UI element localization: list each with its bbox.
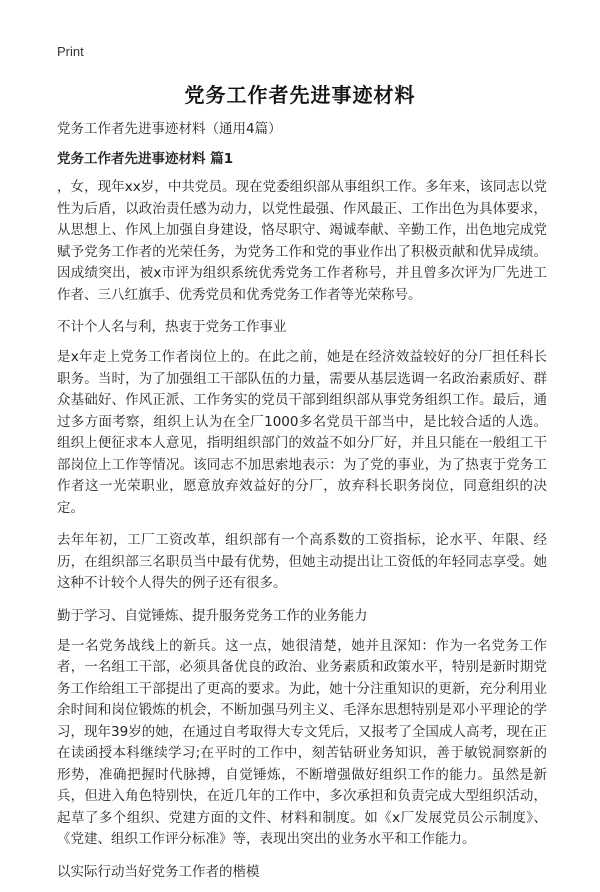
paragraph-learning: 是一名党务战线上的新兵。这一点，她很清楚，她并且深知：作为一名党务工作者，一名组工干部，必须具备优良的政治、业务素质和政策水平，特别是新时期党务工作给组工干部提出了更高的要求。为此，她十分注重知识的更新，充分利用业余时间和岗位锻炼的机会，不断加强马列主义、毛泽东思想特别是邓小平理论的学习，现年39岁的她，在通过自考取得大专文凭后，又报考了全国成人高考，现在正在读函授本科继续学习;在平时的工作中，刻苦钻研业务知识，善于敏锐洞察新的形势，准确把握时代脉搏，自觉锤炼，不断增强做好组织工作的能力。虽然是新兵，但进入角色特别快，在近几年的工作中，多次承担和负责完成大型组织活动，起草了多个组织、党建方面的文件、材料和制度。如《x厂发展党员公示制度》、《党建、组织工作评分标准》等，表现出突出的业务水平和工作能力。 xyxy=(57,637,547,847)
heading-learning: 勤于学习、自觉锤炼、提升服务党务工作的业务能力 xyxy=(57,607,368,624)
paragraph-intro: ，女，现年xx岁，中共党员。现在党委组织部从事组织工作。多年来，该同志以党性为后盾，以政治责任感为动力，以党性最强、作风最正、工作出色为具体要求，从思想上、作风上加强自身建设，恪尽职守、竭诚奉献、辛勤工作，出色地完成党赋予党务工作者的光荣任务，为党务工作和党的事业作出了积极贡献和优异成绩。因成绩突出，被x市评为组织系统优秀党务工作者称号，并且曾多次评为厂先进工作者、三八红旗手、优秀党员和优秀党务工作者等光荣称号。 xyxy=(57,179,547,303)
document-body xyxy=(57,119,547,892)
heading-dedication: 不计个人名与利，热衷于党务工作事业 xyxy=(57,319,287,335)
heading-role-model: 以实际行动当好党务工作者的楷模 xyxy=(57,863,260,880)
paragraph-career: 是x年走上党务工作者岗位上的。在此之前，她是在经济效益较好的分厂担任科长职务。当时，为了加强组工干部队伍的力量，需要从基层选调一名政治素质好、群众基础好、作风正派、工作务实的党员干部到组织部从事党务组织工作。最后，通过多方面考察，组织上认为在全厂1000多名党员干部当中，是比较合适的人选。组织上便征求本人意见，指明组织部门的效益不如分厂好，并且只能在一般组工干部岗位上工作等情况。该同志不加思索地表示：为了党的事业，为了热衷于党务工作者这一光荣职业，愿意放弃效益好的分厂，放弃科长职务岗位，同意组织的决定。 xyxy=(57,349,547,516)
document-subtitle: 党务工作者先进事迹材料（通用4篇） xyxy=(57,121,282,137)
section-title: 党务工作者先进事迹材料 篇1 xyxy=(57,151,234,167)
document-title: 党务工作者先进事迹材料 xyxy=(184,83,416,107)
paragraph-salary: 去年年初，工厂工资改革，组织部有一个高系数的工资指标，论水平、年限、经历，在组织部三名职员当中最有优势，但她主动提出让工资低的年轻同志享受。她这种不计较个人得失的例子还有很多。 xyxy=(57,532,547,591)
print-label: Print xyxy=(57,44,84,59)
